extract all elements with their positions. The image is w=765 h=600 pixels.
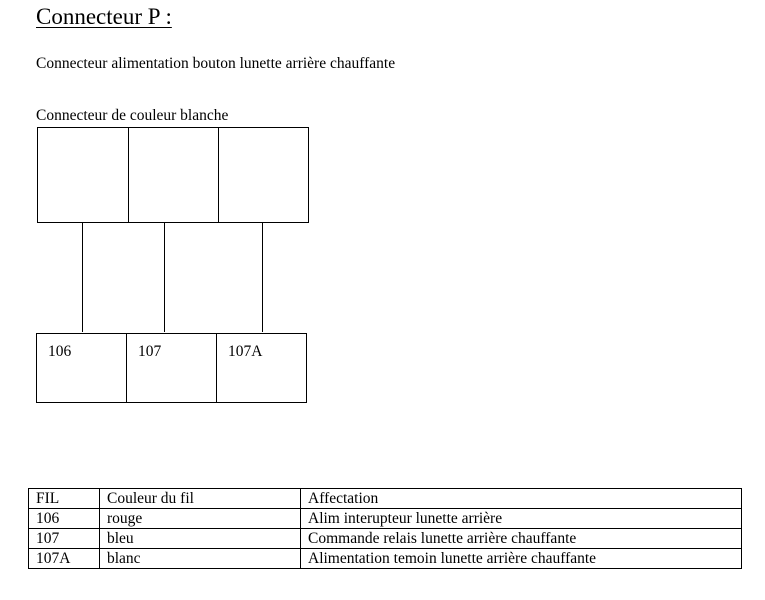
connector-color-label: Connecteur de couleur blanche [36, 107, 229, 124]
wire-number-label: 107 [138, 343, 162, 360]
connector-cavity-1 [37, 127, 129, 223]
cell-affectation: Alimentation temoin lunette arrière chauffante [301, 549, 742, 569]
wire-box-2 [126, 333, 217, 403]
header-fil: FIL [29, 489, 100, 509]
header-affectation: Affectation [301, 489, 742, 509]
table-row [29, 529, 742, 549]
table-row [29, 509, 742, 529]
wire-box-1 [36, 333, 127, 403]
table-header-row [29, 489, 742, 509]
connector-cavity-3 [218, 127, 309, 223]
cell-fil: 107A [29, 549, 100, 569]
connector-description: Connecteur alimentation bouton lunette arrière chauffante [36, 55, 396, 72]
header-couleur: Couleur du fil [100, 489, 301, 509]
cell-fil: 106 [29, 509, 100, 529]
wire-line-3 [262, 222, 263, 332]
cell-affectation: Alim interupteur lunette arrière [301, 509, 742, 529]
table-row [29, 549, 742, 569]
wire-table [28, 488, 742, 569]
connector-cavity-2 [128, 127, 219, 223]
wire-line-2 [164, 222, 165, 332]
cell-couleur: rouge [100, 509, 301, 529]
cell-affectation: Commande relais lunette arrière chauffante [301, 529, 742, 549]
cell-fil: 107 [29, 529, 100, 549]
wire-number-label: 107A [228, 343, 263, 360]
cell-couleur: blanc [100, 549, 301, 569]
wire-line-1 [82, 222, 83, 332]
page-title: Connecteur P : [36, 4, 172, 29]
wire-number-label: 106 [48, 343, 72, 360]
wire-box-3 [216, 333, 307, 403]
cell-couleur: bleu [100, 529, 301, 549]
